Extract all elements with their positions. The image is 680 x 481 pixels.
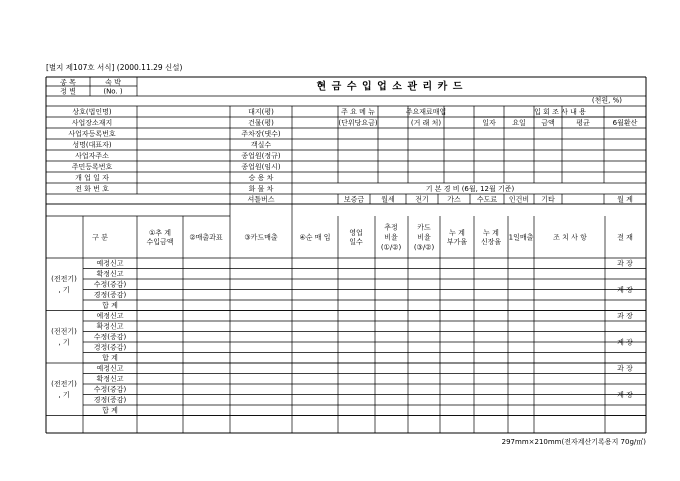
left-label: 전 화 번 호 bbox=[75, 184, 109, 193]
expense-col-label: 전기 bbox=[415, 195, 429, 204]
left-label: 개 업 일 자 bbox=[75, 173, 109, 182]
audit-col-label: 일자 bbox=[482, 118, 496, 127]
table-row-label: 합 계 bbox=[102, 301, 118, 310]
grid-header-c8: 누 계 부가율 bbox=[446, 229, 468, 246]
approval-manager: 과 장 bbox=[617, 312, 633, 321]
approval-chief: 계 장 bbox=[617, 285, 633, 294]
left-label: 사업자주소 bbox=[75, 151, 109, 160]
grid-header-c6: 추정 비율 (①/②) bbox=[380, 223, 402, 252]
table-row-label: 확정신고 bbox=[96, 270, 124, 279]
approval-manager: 과 장 bbox=[617, 364, 633, 373]
expense-col-label: 기타 bbox=[541, 195, 555, 204]
grid-header-c5: 영업 일수 bbox=[349, 229, 363, 246]
audit-col-label: 요일 bbox=[512, 118, 526, 127]
table-row-label: 수정(증감) bbox=[93, 280, 127, 289]
expense-col-label: 인건비 bbox=[508, 195, 530, 204]
purchase-label: 주요재료매입 bbox=[405, 107, 447, 116]
grid-header-c10: 1일매출 bbox=[508, 233, 534, 242]
number-value: (No. ) bbox=[103, 87, 123, 96]
paper-spec-footer: 297mm×210mm(전자계산기록용지 70g/㎡) bbox=[501, 438, 646, 446]
left-label: 성명(대표자) bbox=[72, 140, 112, 149]
mid-label: 건물(평) bbox=[248, 118, 274, 127]
menu-label: 주 요 메 뉴 bbox=[341, 107, 375, 116]
approval-chief: 계 장 bbox=[617, 338, 633, 347]
table-row-label: 예정신고 bbox=[96, 364, 124, 373]
grid-header-c4: ④순 매 입 bbox=[299, 233, 331, 242]
grid-header-c7: 카드 비율 (③/②) bbox=[413, 223, 435, 252]
unit-note: (천원, %) bbox=[591, 96, 622, 105]
type-label: 종 목 bbox=[60, 78, 76, 87]
table-row-label: 확정신고 bbox=[96, 375, 124, 384]
table-row-label: 예정신고 bbox=[96, 259, 124, 268]
left-label: 사업자등록번호 bbox=[68, 129, 116, 138]
audit-col-label: 6월환산 bbox=[612, 118, 638, 127]
number-label: 정 별 bbox=[60, 87, 76, 96]
expense-col-label: 월 계 bbox=[617, 195, 633, 204]
mid-label: 화 물 차 bbox=[248, 184, 274, 193]
period-label: (전전기) , 기 bbox=[51, 380, 77, 400]
approval-chief: 계 장 bbox=[617, 390, 633, 399]
mid-label: 주차장(댓수) bbox=[241, 129, 281, 138]
mid-label: 종업원(임시) bbox=[241, 162, 281, 171]
period-label: (전전기) , 기 bbox=[51, 275, 77, 295]
table-row-label: 예정신고 bbox=[96, 312, 124, 321]
table-row-label: 경정(증감) bbox=[93, 291, 127, 300]
form-caption: [별지 제107호 서식] (2000.11.29 신설) bbox=[46, 63, 183, 72]
purchase-sub-label: (거 래 처) bbox=[410, 118, 442, 127]
mid-label: 셔틀버스 bbox=[247, 195, 275, 204]
grid-header-c9: 누 계 신장율 bbox=[480, 229, 502, 246]
grid-header-c12: 결 재 bbox=[617, 233, 633, 242]
grid-header-gubun: 구 분 bbox=[92, 233, 108, 242]
expense-col-label: 가스 bbox=[447, 195, 461, 204]
audit-col-label: 금액 bbox=[541, 118, 555, 127]
table-row-label: 경정(증감) bbox=[93, 343, 127, 352]
period-label: (전전기) , 기 bbox=[51, 327, 77, 347]
grid-header-c1: ①추 계 수입금액 bbox=[146, 229, 174, 246]
expense-col-label: 수도료 bbox=[476, 195, 498, 204]
table-row-label: 합 계 bbox=[102, 406, 118, 415]
grid-header-c3: ③카드매출 bbox=[244, 233, 278, 242]
left-label: 상호(법인명) bbox=[72, 107, 112, 116]
grid-header-c11: 조 치 사 항 bbox=[553, 233, 587, 242]
audit-label: 입 회 조 사 내 용 bbox=[534, 107, 586, 116]
mid-label: 승 용 차 bbox=[248, 173, 274, 182]
mid-label: 객실수 bbox=[250, 140, 272, 149]
approval-manager: 과 장 bbox=[617, 259, 633, 268]
left-label: 주민등록번호 bbox=[71, 162, 113, 171]
menu-sub-label: (단위당요금) bbox=[338, 118, 378, 127]
table-row-label: 확정신고 bbox=[96, 322, 124, 331]
expense-title: 기 본 경 비 (6월, 12월 기준) bbox=[425, 184, 515, 193]
table-row-label: 수정(증감) bbox=[93, 385, 127, 394]
expense-col-label: 보증금 bbox=[343, 195, 365, 204]
table-row-label: 수정(증감) bbox=[93, 333, 127, 342]
left-label: 사업장소재지 bbox=[71, 118, 113, 127]
audit-col-label: 평균 bbox=[576, 118, 590, 127]
mid-label: 종업원(정규) bbox=[241, 151, 281, 160]
grid-header-c2: ②매출과표 bbox=[189, 233, 223, 242]
expense-col-label: 월세 bbox=[381, 195, 395, 204]
table-row-label: 합 계 bbox=[102, 354, 118, 363]
type-value: 숙 박 bbox=[105, 78, 121, 87]
table-row-label: 경정(증감) bbox=[93, 396, 127, 405]
form-title: 현 금 수 입 업 소 관 리 카 드 bbox=[316, 81, 464, 93]
mid-label: 대지(평) bbox=[248, 107, 274, 116]
